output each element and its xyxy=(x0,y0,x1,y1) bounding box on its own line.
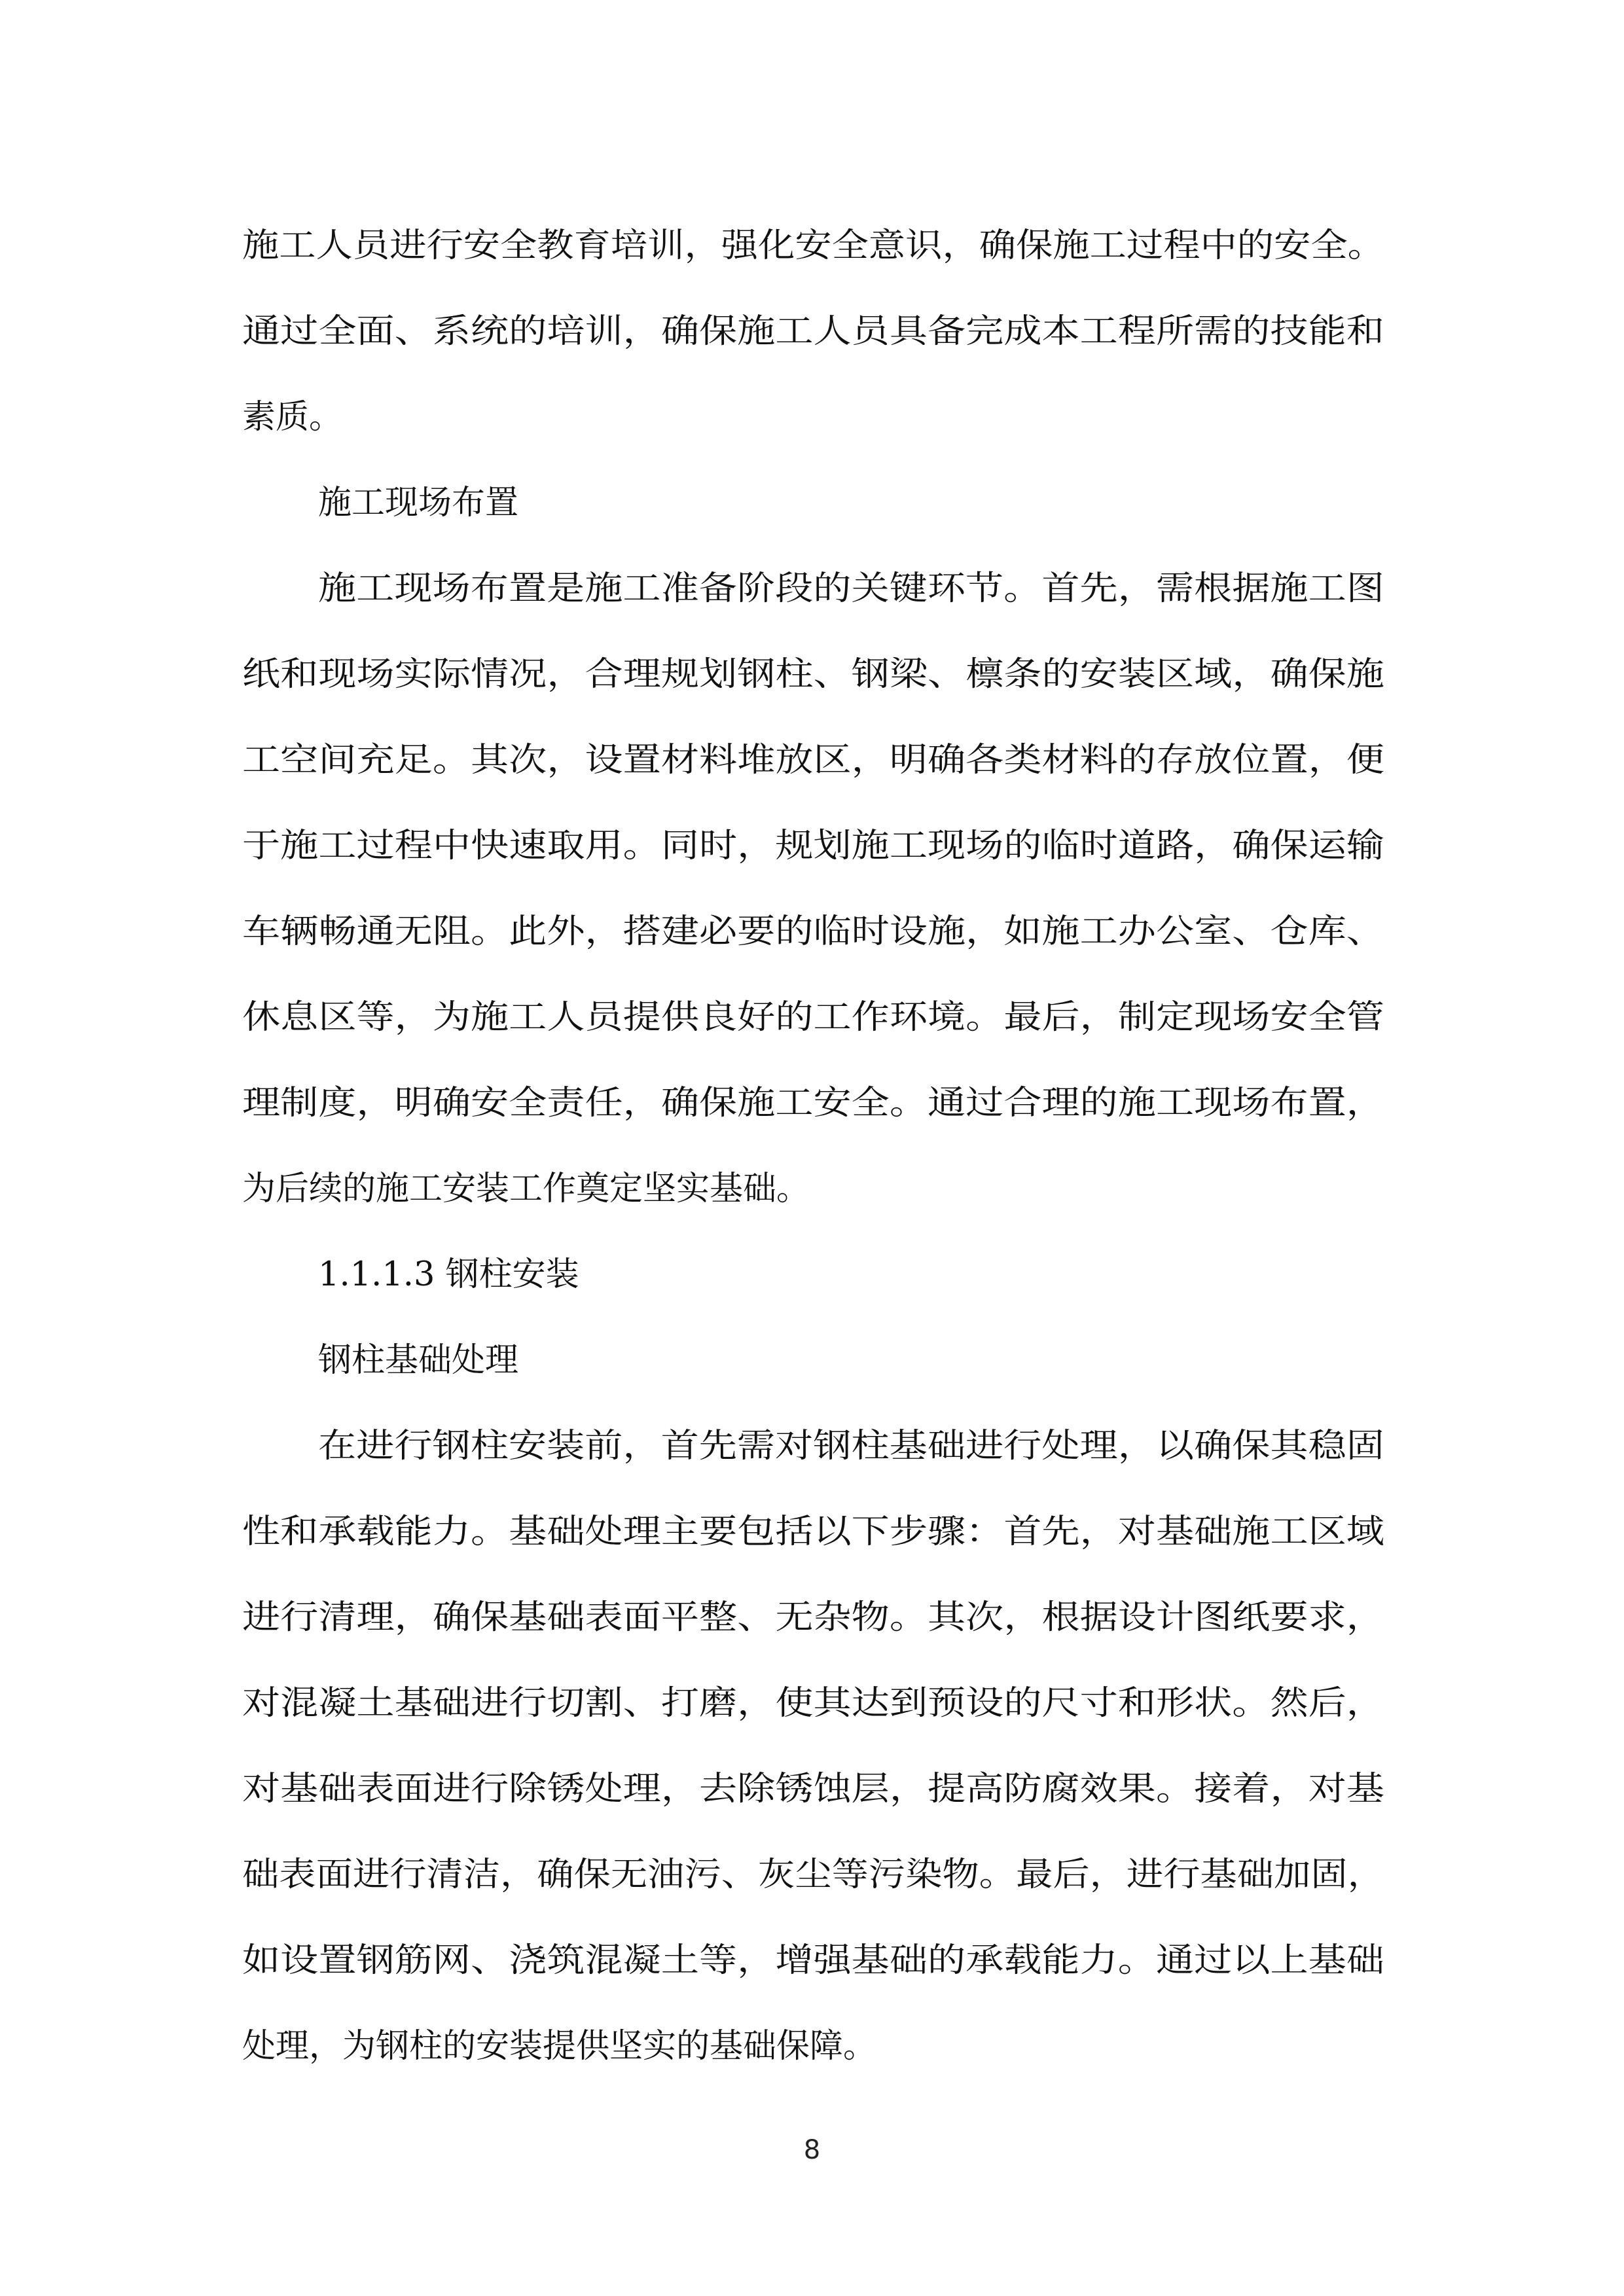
text-line xyxy=(242,889,1384,975)
text-line xyxy=(242,1918,1384,2003)
page-number: 8 xyxy=(803,2135,821,2165)
paragraph-text: 于施工过程中快速取用。同时，规划施工现场的临时道路，确保运输 xyxy=(242,827,1384,865)
paragraph-text: 通过全面、系统的培训，确保施工人员具备完成本工程所需的技能和 xyxy=(242,312,1384,351)
text-line xyxy=(242,1403,1384,1489)
section-heading-steel-column-installation xyxy=(242,1232,1384,1318)
paragraph-text: 素质。 xyxy=(242,398,343,437)
text-line xyxy=(242,1489,1384,1575)
heading-text: 钢柱基础处理 xyxy=(318,1341,519,1380)
page-body-text xyxy=(242,203,1384,2089)
text-line xyxy=(242,632,1384,717)
subsection-heading-foundation-treatment xyxy=(242,1318,1384,1403)
text-line xyxy=(242,1746,1384,1832)
paragraph-text: 性和承载能力。基础处理主要包括以下步骤：首先，对基础施工区域 xyxy=(242,1513,1384,1551)
paragraph-text: 进行清理，确保基础表面平整、无杂物。其次，根据设计图纸要求， xyxy=(242,1598,1384,1637)
heading-text: 1.1.1.3 钢柱安装 xyxy=(318,1255,579,1294)
text-line xyxy=(242,546,1384,632)
heading-text: 施工现场布置 xyxy=(318,484,519,522)
text-line xyxy=(242,975,1384,1060)
paragraph-text: 休息区等，为施工人员提供良好的工作环境。最后，制定现场安全管 xyxy=(242,998,1384,1037)
text-line xyxy=(242,2003,1384,2089)
text-line xyxy=(242,1832,1384,1918)
section-heading-site-layout xyxy=(242,460,1384,546)
paragraph-text: 为后续的施工安装工作奠定坚实基础。 xyxy=(242,1170,810,1208)
paragraph-text: 础表面进行清洁，确保无油污、灰尘等污染物。最后，进行基础加固， xyxy=(242,1856,1384,1894)
text-line xyxy=(242,1575,1384,1660)
paragraph-text: 理制度，明确安全责任，确保施工安全。通过合理的施工现场布置， xyxy=(242,1084,1384,1122)
text-line xyxy=(242,203,1384,289)
paragraph-text: 对混凝土基础进行切割、打磨，使其达到预设的尺寸和形状。然后， xyxy=(242,1684,1384,1723)
paragraph-text: 如设置钢筋网、浇筑混凝土等，增强基础的承载能力。通过以上基础 xyxy=(242,1941,1384,1980)
paragraph-text: 车辆畅通无阻。此外，搭建必要的临时设施，如施工办公室、仓库、 xyxy=(242,912,1384,951)
paragraph-text: 在进行钢柱安装前，首先需对钢柱基础进行处理，以确保其稳固 xyxy=(318,1427,1384,1465)
paragraph-text: 纸和现场实际情况，合理规划钢柱、钢梁、檩条的安装区域，确保施 xyxy=(242,655,1384,694)
text-line xyxy=(242,374,1384,460)
text-line xyxy=(242,1060,1384,1146)
paragraph-text: 施工人员进行安全教育培训，强化安全意识，确保施工过程中的安全。 xyxy=(242,226,1384,265)
paragraph-text: 对基础表面进行除锈处理，去除锈蚀层，提高防腐效果。接着，对基 xyxy=(242,1770,1384,1808)
paragraph-text: 施工现场布置是施工准备阶段的关键环节。首先，需根据施工图 xyxy=(318,569,1384,608)
text-line xyxy=(242,803,1384,889)
text-line xyxy=(242,717,1384,803)
text-line xyxy=(242,1146,1384,1232)
paragraph-text: 处理，为钢柱的安装提供坚实的基础保障。 xyxy=(242,2027,877,2066)
text-line xyxy=(242,289,1384,374)
text-line xyxy=(242,1660,1384,1746)
paragraph-text: 工空间充足。其次，设置材料堆放区，明确各类材料的存放位置，便 xyxy=(242,741,1384,780)
